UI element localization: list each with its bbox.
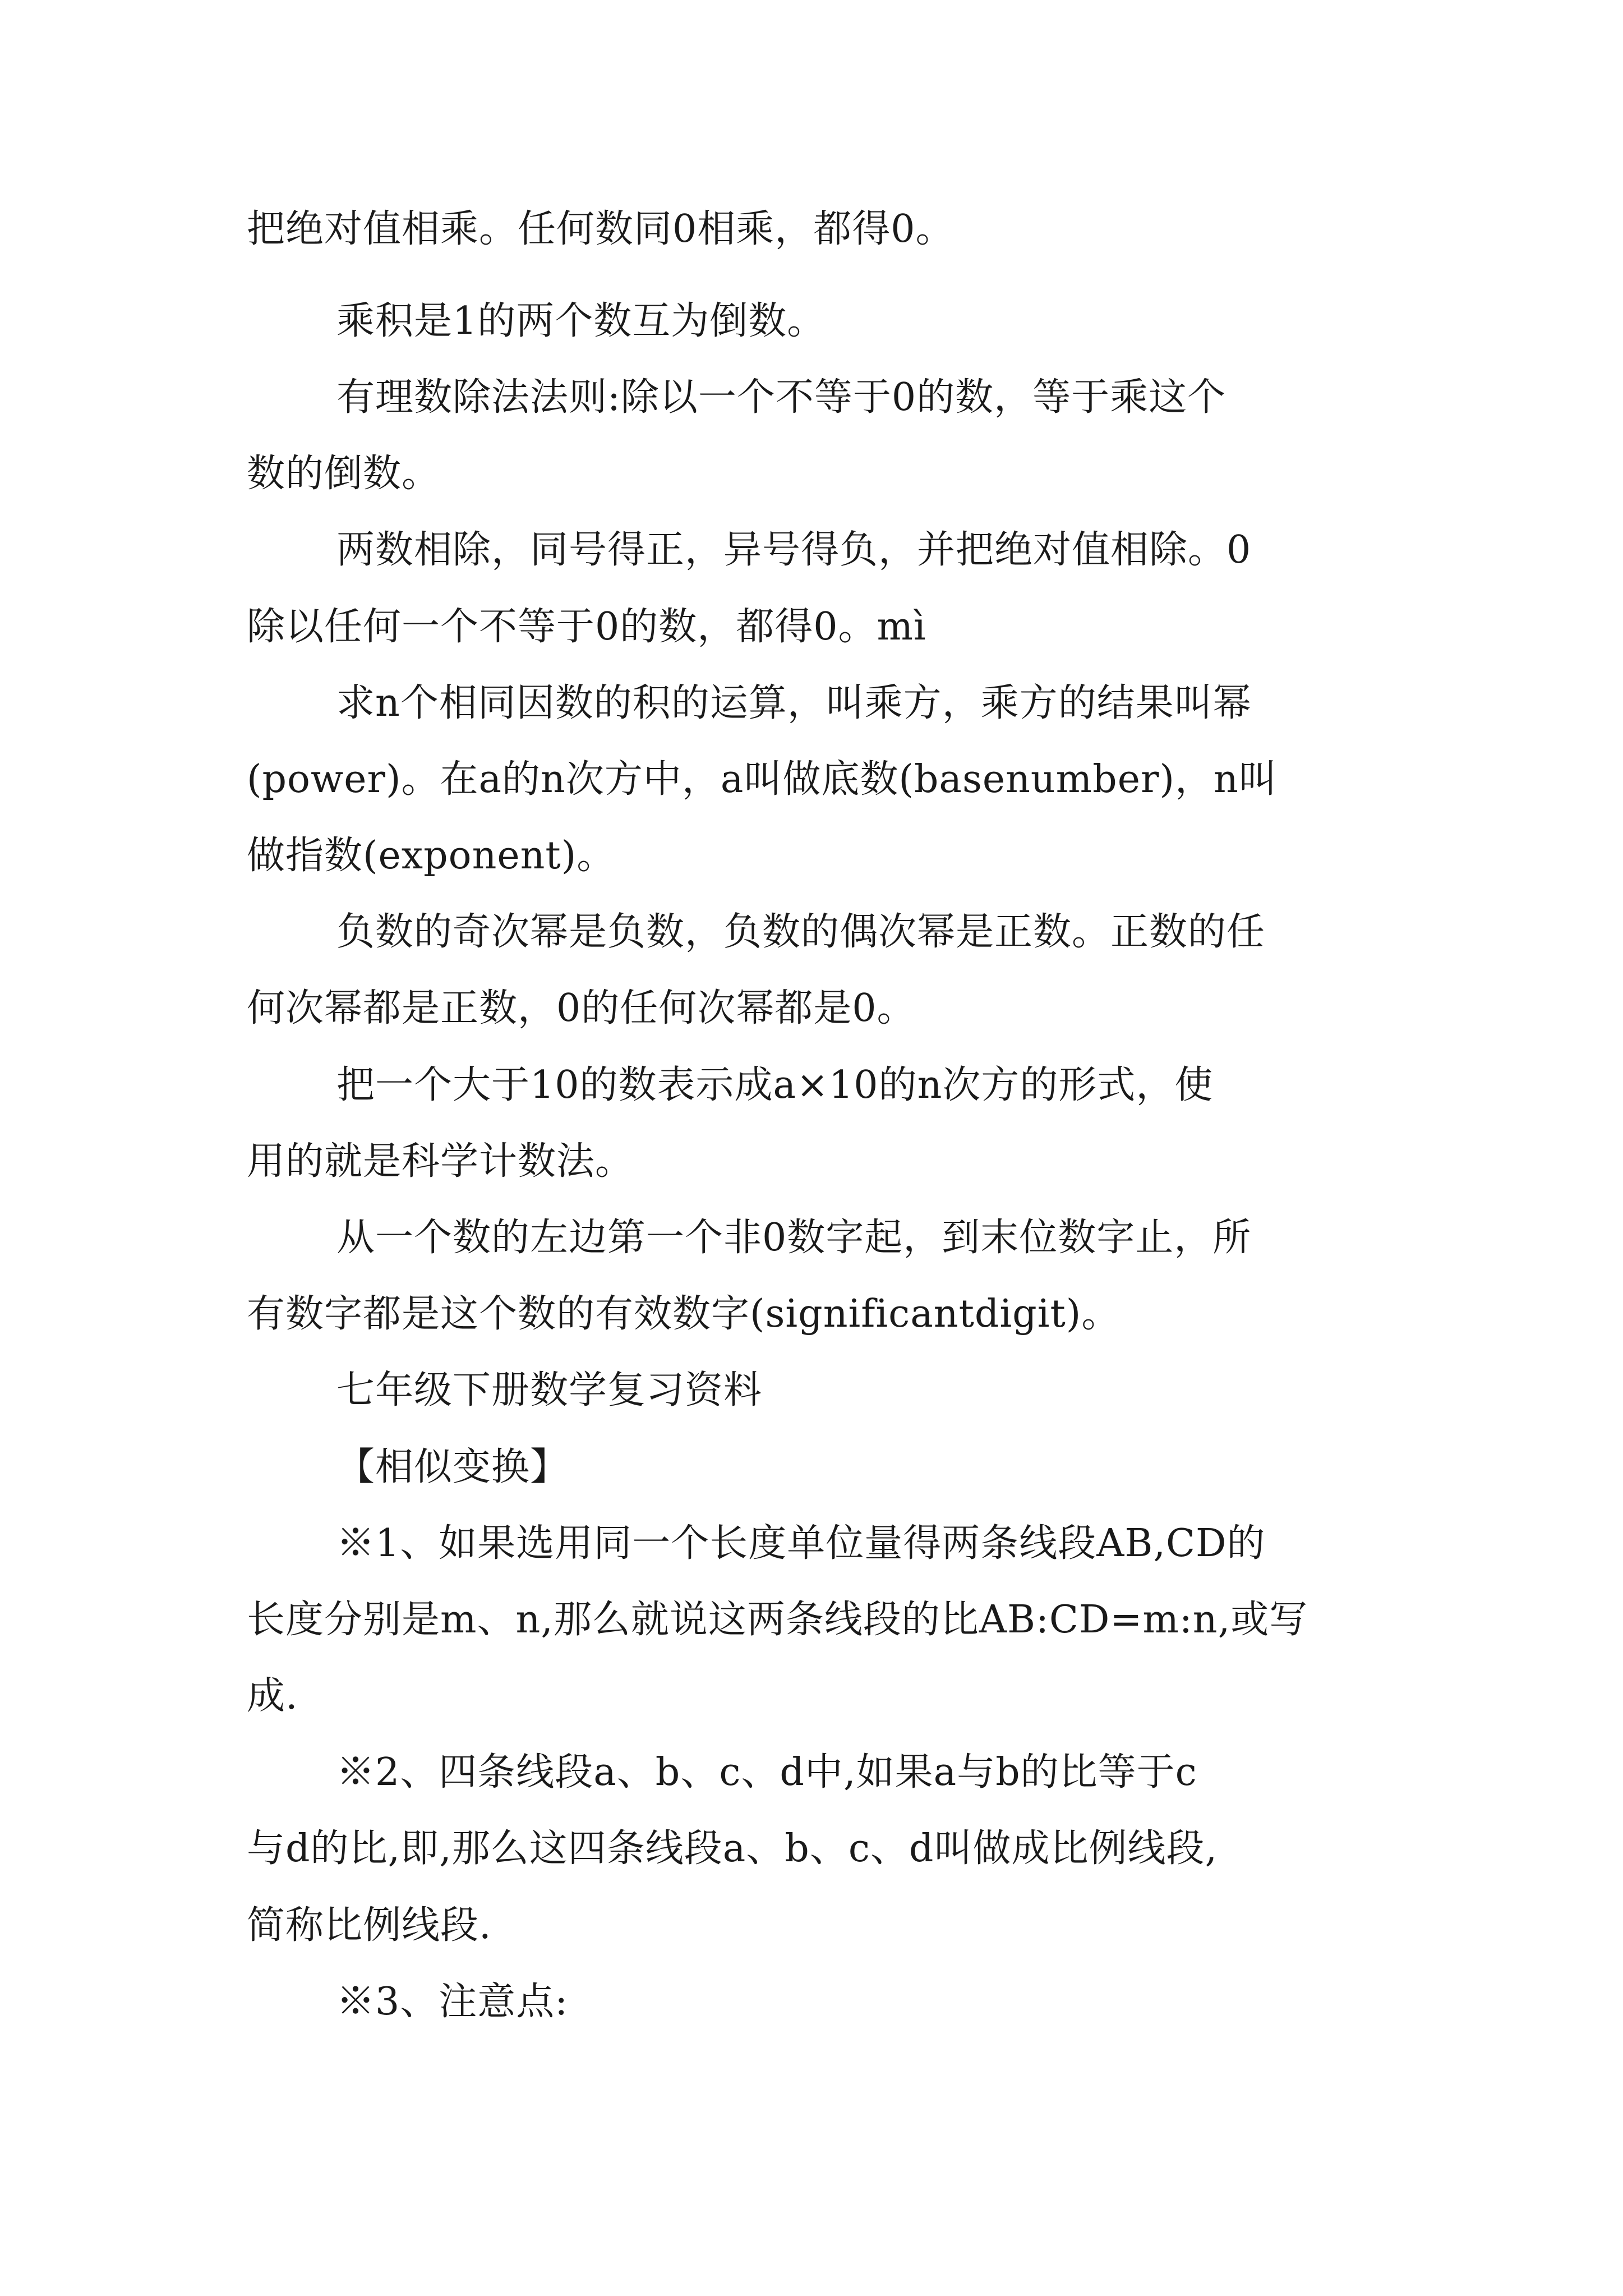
text-line: 从一个数的左边第一个非0数字起，到末位数字止，所	[336, 1216, 1252, 1260]
text-line: 两数相除，同号得正，异号得负，并把绝对值相除。0	[336, 528, 1252, 572]
text-line: 乘积是1的两个数互为倒数。	[336, 299, 826, 343]
text-line: 【相似变换】	[336, 1445, 569, 1489]
text-line: ※2、四条线段a、b、c、d中,如果a与b的比等于c	[336, 1750, 1197, 1795]
text-line: 与d的比,即,那么这四条线段a、b、c、d叫做成比例线段,	[247, 1826, 1218, 1871]
text-line: ※1、如果选用同一个长度单位量得两条线段AB,CD的	[336, 1521, 1266, 1566]
text-line: 把一个大于10的数表示成a×10的n次方的形式，使	[336, 1063, 1214, 1107]
text-line: 把绝对值相乘。任何数同0相乘，都得0。	[247, 207, 955, 251]
text-line: 成.	[247, 1674, 298, 1718]
text-line: ※3、注意点:	[336, 1980, 569, 2024]
text-line: 简称比例线段.	[247, 1903, 492, 1948]
text-line: 用的就是科学计数法。	[247, 1139, 634, 1184]
text-line: 长度分别是m、n,那么就说这两条线段的比AB:CD=m:n,或写	[247, 1598, 1308, 1642]
text-line: (power)。在a的n次方中，a叫做底数(basenumber)，n叫	[247, 757, 1278, 802]
text-line: 有理数除法法则:除以一个不等于0的数，等于乘这个	[336, 375, 1227, 420]
text-line: 负数的奇次幂是负数，负数的偶次幂是正数。正数的任	[336, 910, 1266, 954]
text-line: 七年级下册数学复习资料	[336, 1368, 763, 1412]
text-line: 做指数(exponent)。	[247, 834, 616, 878]
text-line: 求n个相同因数的积的运算，叫乘方，乘方的结果叫幂	[336, 681, 1252, 725]
text-line: 数的倒数。	[247, 452, 441, 496]
text-line: 除以任何一个不等于0的数，都得0。mì	[247, 605, 926, 649]
text-line: 何次幂都是正数，0的任何次幂都是0。	[247, 986, 916, 1030]
text-line: 有数字都是这个数的有效数字(significantdigit)。	[247, 1292, 1121, 1336]
